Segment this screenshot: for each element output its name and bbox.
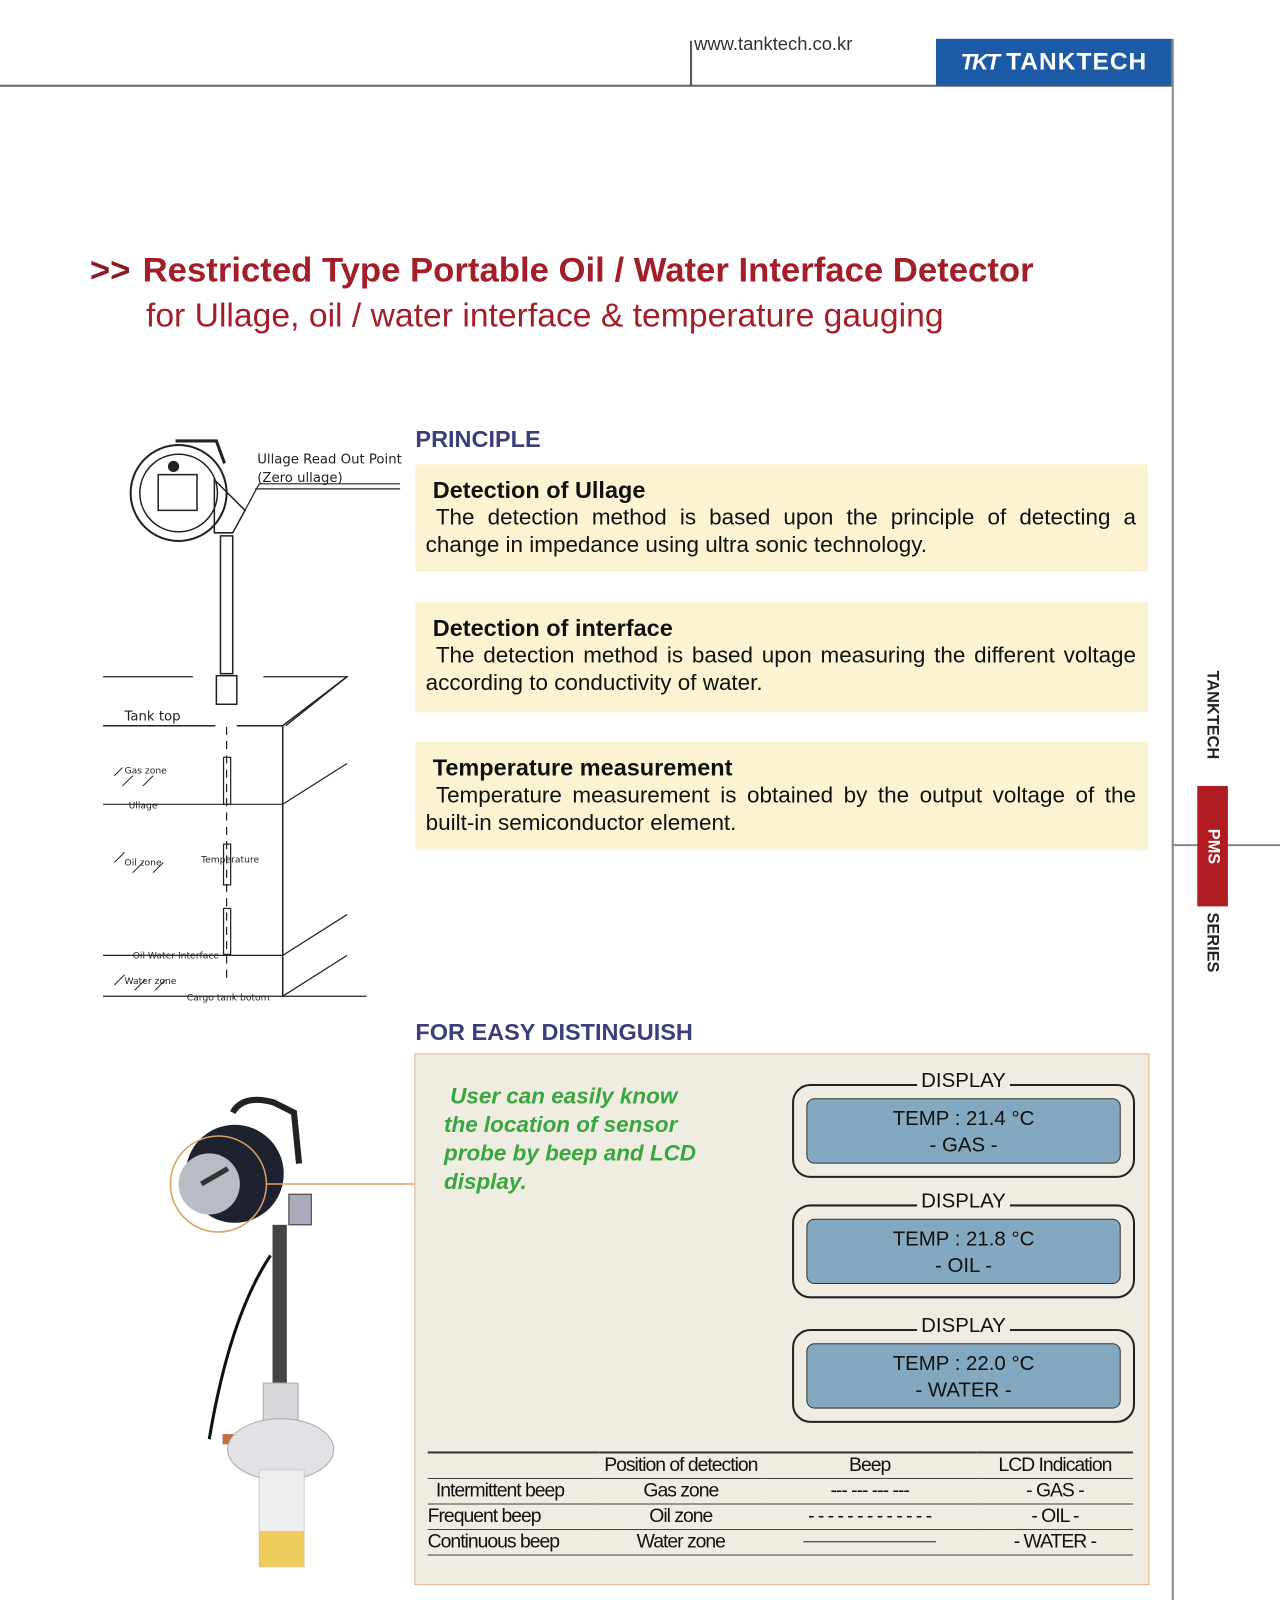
display-label: DISPLAY: [917, 1315, 1010, 1338]
table-header: LCD Indication: [977, 1452, 1133, 1478]
beep-table: [428, 1451, 1133, 1555]
table-cell: Frequent beep: [428, 1504, 599, 1530]
table-cell: --- --- --- ---: [762, 1478, 976, 1504]
side-series-code: [1197, 786, 1228, 906]
website-url[interactable]: www.tanktech.co.kr: [694, 33, 853, 55]
chevron-icon: >>: [89, 251, 131, 290]
label-interface: Oil Water Interface: [132, 950, 220, 962]
series-code-text: PMS: [1204, 828, 1222, 864]
product-photo: [153, 1082, 418, 1582]
table-cell: Continuous beep: [428, 1530, 599, 1556]
note-line: display.: [444, 1168, 527, 1195]
label-tank-bottom: Cargo tank botom: [186, 992, 270, 1004]
table-row: [428, 1530, 1133, 1556]
principle-title: Detection of Ullage: [432, 476, 646, 504]
table-cell: Water zone: [599, 1530, 762, 1556]
lcd-zone: - WATER -: [915, 1378, 1012, 1402]
distinguish-note: [444, 1082, 696, 1196]
principle-title: Temperature measurement: [432, 754, 733, 781]
lcd-temp: TEMP : 21.4 °C: [892, 1107, 1035, 1130]
side-series: SERIES: [1203, 912, 1221, 973]
lcd-temp: TEMP : 21.8 °C: [892, 1227, 1035, 1251]
side-brand: TANKTECH: [1203, 670, 1221, 760]
principle-heading: PRINCIPLE: [415, 425, 541, 453]
logo-word: TANKTECH: [1006, 47, 1148, 76]
label-temperature: Temperature: [201, 854, 260, 866]
table-cell: Intermittent beep: [428, 1478, 599, 1504]
lcd-temp: TEMP : 22.0 °C: [892, 1352, 1035, 1375]
note-line: probe by beep and LCD: [444, 1140, 697, 1166]
label-zero-ullage: (Zero ullage): [257, 470, 343, 486]
lcd-display-oil: [792, 1190, 1135, 1298]
note-line: the location of sensor: [444, 1111, 678, 1138]
page-subtitle: for Ullage, oil / water interface & temperature gauging: [145, 296, 944, 334]
table-row: [428, 1478, 1133, 1504]
principle-interface: [415, 602, 1148, 712]
table-header: Beep: [762, 1452, 976, 1478]
continuous-beep-line: [803, 1542, 936, 1543]
tank-diagram: [97, 429, 408, 1011]
lcd-display-gas: [792, 1069, 1135, 1178]
table-cell: - OIL -: [977, 1504, 1133, 1530]
principle-ullage: [415, 464, 1148, 571]
label-ullage: Ullage: [128, 800, 158, 812]
principle-temperature: [415, 742, 1148, 850]
lcd-zone: - OIL -: [934, 1254, 993, 1277]
logo-mark: TKT: [960, 48, 999, 75]
label-oil-zone: Oil zone: [124, 857, 162, 869]
label-water-zone: Water zone: [124, 975, 177, 987]
table-cell: [762, 1530, 976, 1556]
label-tank-top: Tank top: [124, 709, 181, 725]
label-readout-point: Ullage Read Out Point: [257, 452, 402, 468]
label-gas-zone: Gas zone: [124, 765, 167, 777]
table-row: [428, 1504, 1133, 1530]
principle-text: The detection method is based upon measuring the different voltage according to conductivity of water.: [425, 642, 1137, 696]
table-cell: Oil zone: [599, 1504, 762, 1530]
table-header: Position of detection: [599, 1452, 762, 1478]
table-cell: - WATER -: [977, 1530, 1133, 1556]
title-main: Restricted Type Portable Oil / Water Interface Detector: [142, 251, 1034, 290]
tanktech-logo: [936, 39, 1172, 86]
right-margin-rule: [1172, 39, 1174, 1600]
distinguish-heading: FOR EASY DISTINGUISH: [415, 1018, 693, 1046]
table-cell: - - - - - - - - - - - - -: [762, 1504, 976, 1530]
table-cell: - GAS -: [977, 1478, 1133, 1504]
page-title: [90, 251, 1034, 291]
principle-title: Detection of interface: [432, 614, 673, 641]
header-divider: [690, 41, 692, 86]
principle-text: Temperature measurement is obtained by the output voltage of the built-in semiconductor element.: [425, 781, 1137, 835]
note-line: User can easily know: [450, 1082, 678, 1109]
lcd-screen: [806, 1098, 1120, 1163]
lcd-screen: [806, 1343, 1120, 1408]
table-header-row: [428, 1452, 1133, 1478]
table-header: [428, 1452, 599, 1478]
display-label: DISPLAY: [917, 1190, 1010, 1213]
lcd-zone: - GAS -: [929, 1133, 998, 1157]
display-label: DISPLAY: [917, 1070, 1010, 1093]
principle-text: The detection method is based upon the principle of detecting a change in impedance using ultra sonic technology.: [425, 504, 1137, 558]
table-cell: Gas zone: [599, 1478, 762, 1504]
lcd-screen: [806, 1219, 1120, 1284]
lcd-display-water: [792, 1314, 1135, 1423]
